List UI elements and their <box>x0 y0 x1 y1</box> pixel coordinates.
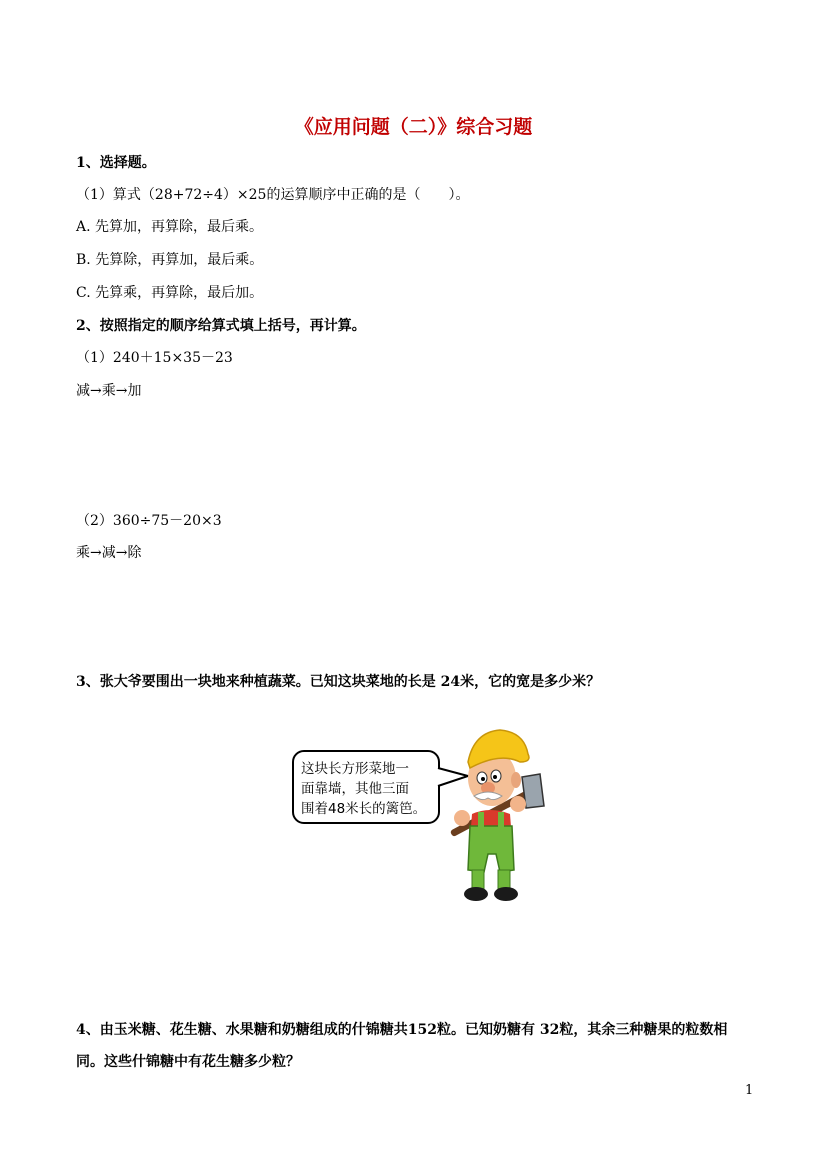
question-2-text: 、按照指定的顺序给算式填上括号，再计算。 <box>85 318 366 334</box>
question-1-title <box>76 152 156 172</box>
farmer-illustration <box>440 722 555 907</box>
question-1-number: 1 <box>76 155 86 171</box>
bubble-line-1: 这块长方形菜地一 <box>301 761 409 777</box>
option-a: A. 先算加，再算除，最后乘。 <box>76 219 264 235</box>
question-4-line-1 <box>76 1019 727 1039</box>
question-1-sub: （1）算式（28+72÷4）×25的运算顺序中正确的是（ ）。 <box>76 187 470 203</box>
speech-bubble <box>292 750 440 824</box>
question-2-title <box>76 315 366 335</box>
bubble-line-2: 面靠墙，其他三面 <box>301 781 409 797</box>
question-4-text: 、由玉米糖、花生糖、水果糖和奶糖组成的什锦糖共152粒。已知奶糖有 32粒，其余三种糖果的粒数相 <box>85 1022 728 1038</box>
question-2-order-1: 减→乘→加 <box>76 383 142 399</box>
bubble-line-3: 围着48米长的篱笆。 <box>301 801 427 817</box>
question-2-expr-1: （1）240＋15×35－23 <box>76 350 233 366</box>
question-2-order-2: 乘→减→除 <box>76 545 142 561</box>
question-4-line-2: 同。这些什锦糖中有花生糖多少粒？ <box>76 1054 300 1070</box>
question-3-title <box>76 671 600 691</box>
option-c: C. 先算乘，再算除，最后加。 <box>76 285 264 301</box>
question-1-text: 、选择题。 <box>85 155 156 171</box>
page-number: 1 <box>745 1083 754 1098</box>
question-2-expr-2: （2）360÷75－20×3 <box>76 513 222 529</box>
page-title: 《应用问题（二）》综合习题 <box>294 116 533 138</box>
question-3-text: 、张大爷要围出一块地来种植蔬菜。已知这块菜地的长是 24米，它的宽是多少米？ <box>85 674 601 690</box>
option-b: B. 先算除，再算加，最后乘。 <box>76 252 264 268</box>
question-2-number: 2 <box>76 318 86 334</box>
question-4-number: 4 <box>76 1022 86 1038</box>
question-3-number: 3 <box>76 674 86 690</box>
speech-bubble-text <box>301 759 426 819</box>
